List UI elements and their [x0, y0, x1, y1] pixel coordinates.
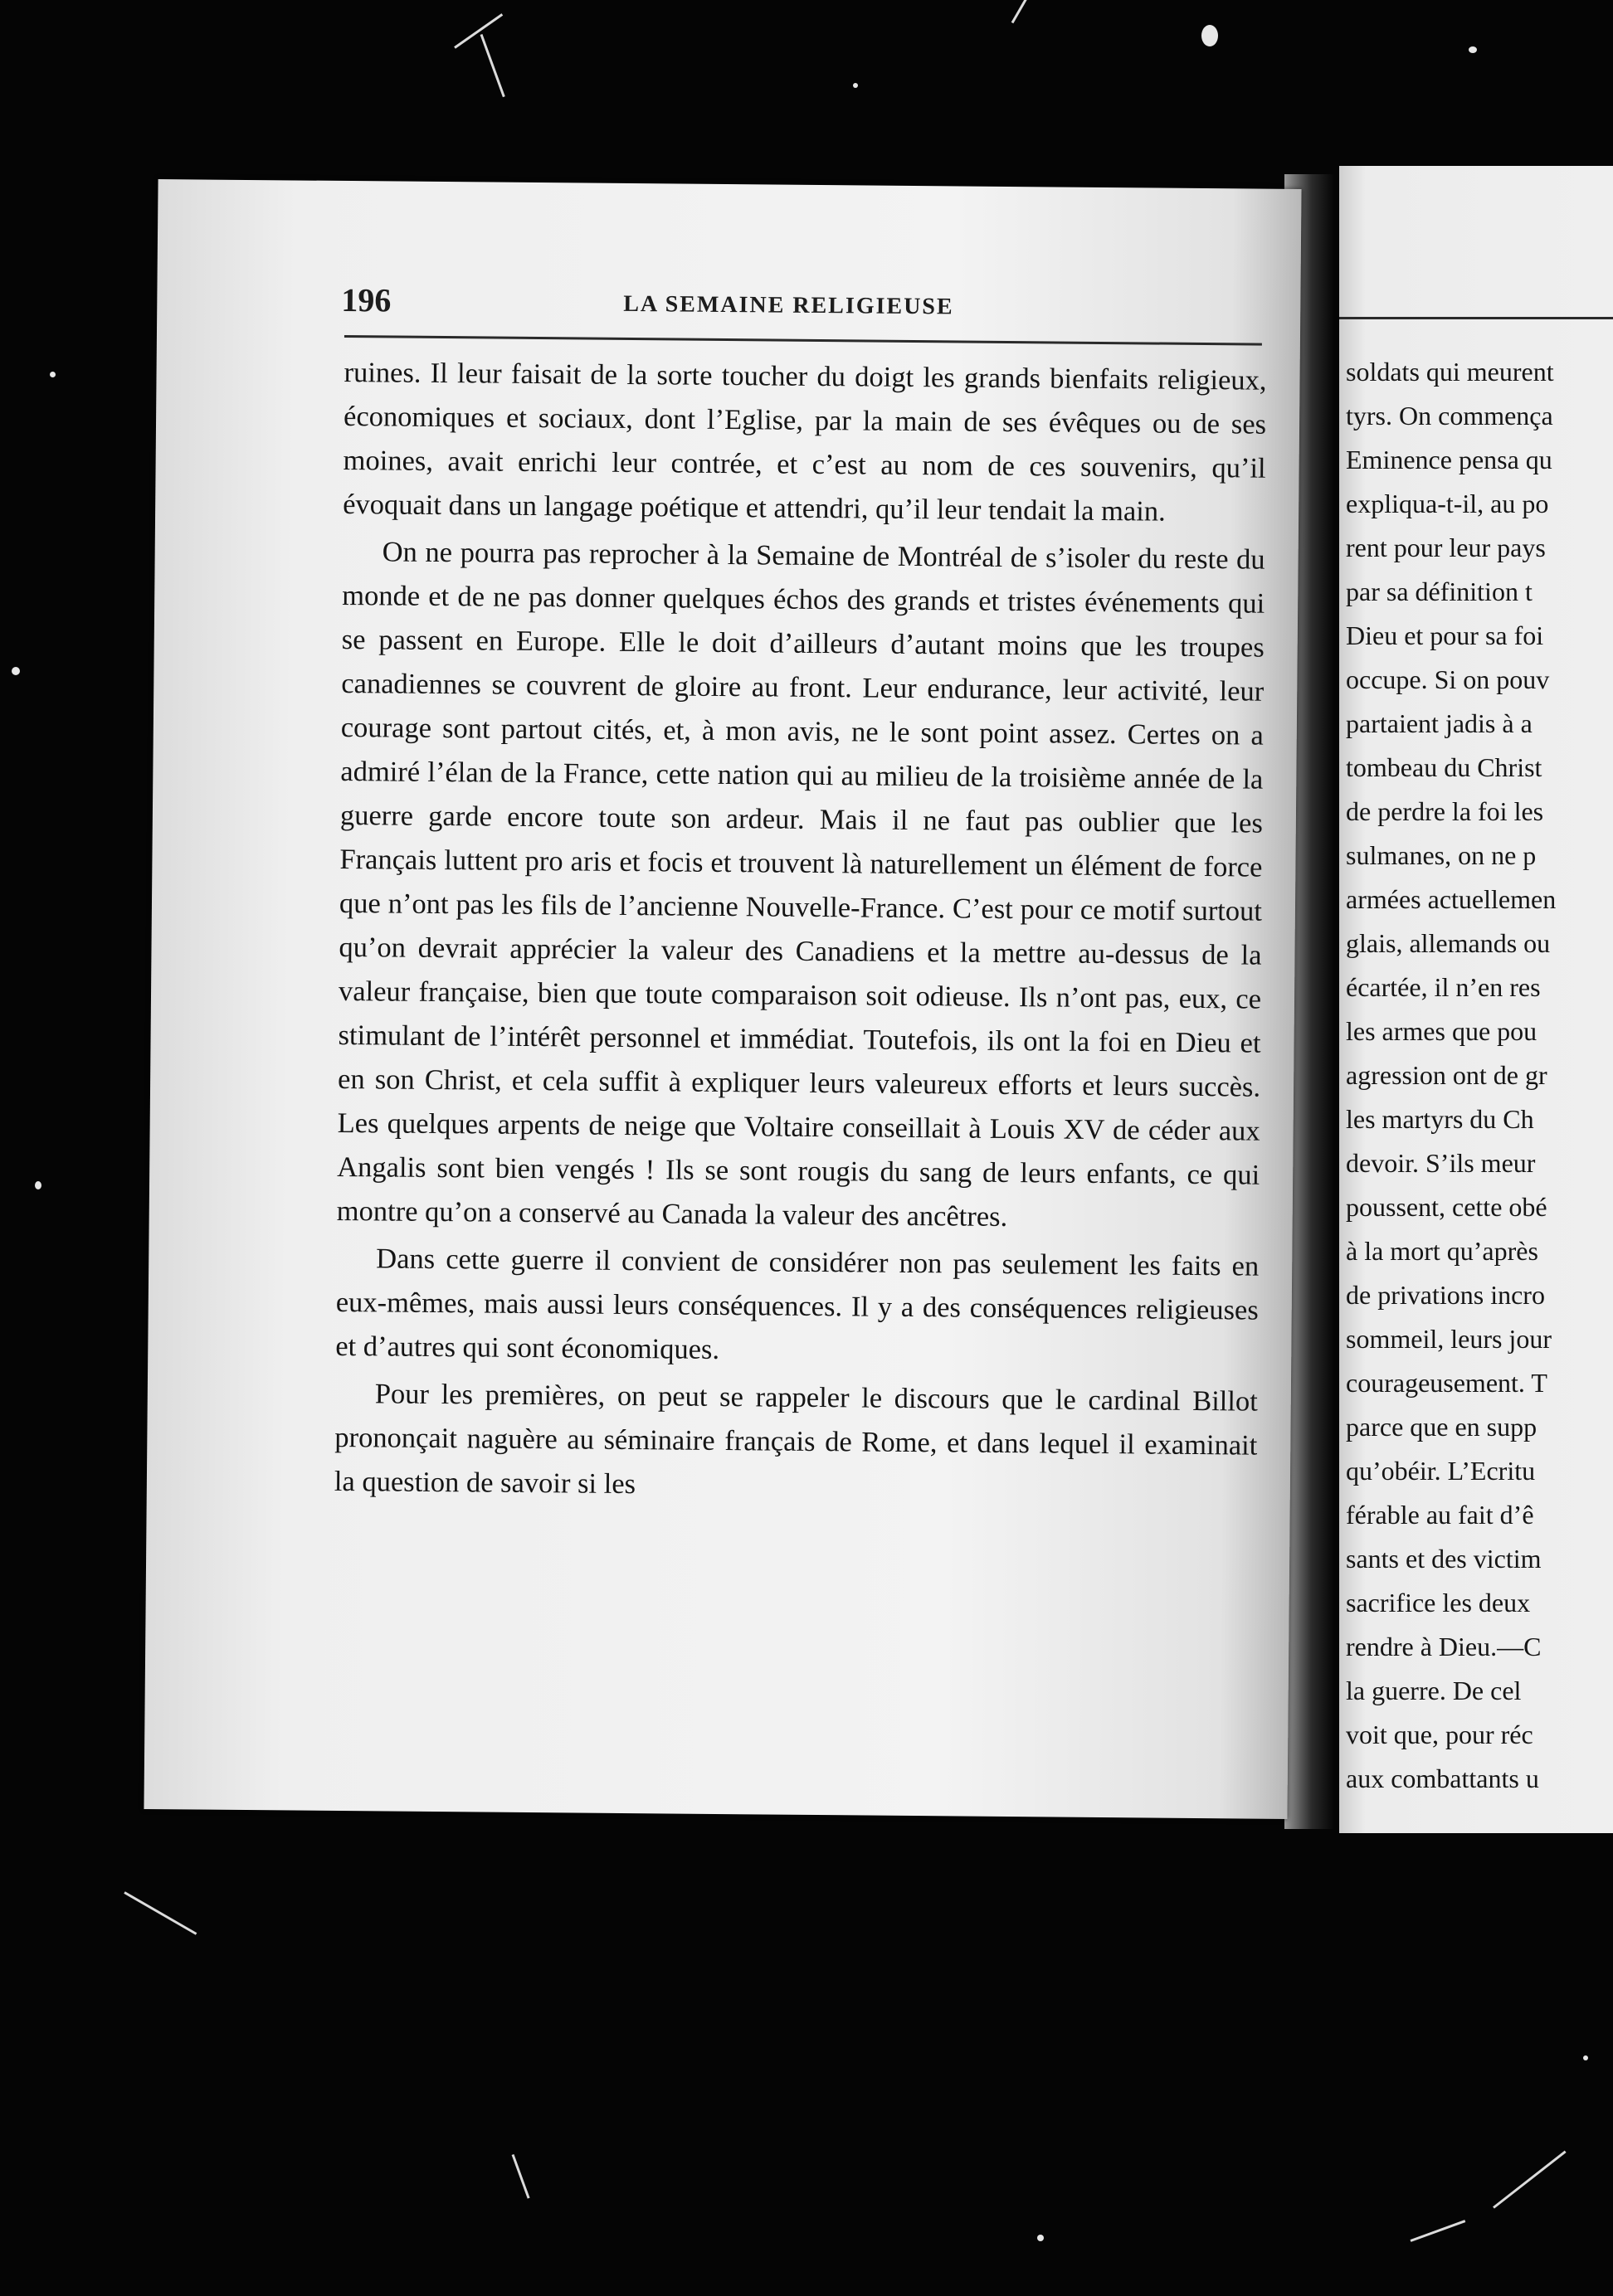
text-line: courageusement. T [1346, 1368, 1547, 1398]
text-line: de perdre la foi les [1346, 796, 1544, 826]
text-line: Eminence pensa qu [1346, 445, 1552, 474]
text-line: les martyrs du Ch [1346, 1104, 1534, 1134]
text-line: aux combattants u [1346, 1763, 1539, 1793]
text-line: soldats qui meurent [1346, 357, 1554, 387]
header-rule [344, 335, 1262, 346]
left-page [144, 179, 1301, 1819]
film-scratch [1410, 2220, 1465, 2242]
running-head [341, 280, 1262, 330]
right-page-text [1346, 350, 1613, 1801]
text-line: qu’obéir. L’Ecritu [1346, 1456, 1536, 1486]
text-line: par sa définition t [1346, 576, 1533, 606]
dust-speck [1469, 46, 1477, 53]
film-scratch [124, 1891, 197, 1935]
dust-speck [1201, 25, 1218, 46]
text-line: rendre à Dieu.—C [1346, 1632, 1542, 1661]
film-scratch [1493, 2151, 1567, 2209]
text-line: sulmanes, on ne p [1346, 840, 1537, 870]
text-line: sacrifice les deux [1346, 1588, 1531, 1617]
text-line: devoir. S’ils meur [1346, 1148, 1536, 1178]
text-line: expliqua-t-il, au po [1346, 489, 1549, 518]
text-line: agression ont de gr [1346, 1060, 1547, 1090]
dust-speck [1037, 2235, 1044, 2241]
dust-speck [12, 667, 20, 675]
dust-speck [853, 83, 858, 88]
text-line: la guerre. De cel [1346, 1676, 1522, 1705]
right-page [1339, 166, 1613, 1833]
text-line: parce que en supp [1346, 1412, 1537, 1442]
text-line: partaient jadis à a [1346, 708, 1533, 738]
text-line: sants et des victim [1346, 1544, 1542, 1574]
article-body [334, 351, 1267, 1512]
text-line: sommeil, leurs jour [1346, 1324, 1552, 1354]
text-line: glais, allemands ou [1346, 928, 1551, 958]
paragraph: Pour les premières, on peut se rappeler le discours que le cardinal Billot prononçait naguère au séminaire français de Rome, et dans lequel il examinait la question de savoir si les [334, 1378, 1258, 1501]
text-line: écartée, il n’en res [1346, 972, 1541, 1002]
film-scratch [454, 13, 503, 49]
text-line: de privations incro [1346, 1280, 1545, 1310]
text-line: les armes que pou [1346, 1016, 1537, 1046]
text-line: tyrs. On commença [1346, 401, 1553, 430]
paragraph: Dans cette guerre il convient de considérer non pas seulement les faits en eux-mêmes, mais aussi leurs conséquences. Il y a des conséquences religieuses et d’autres qui sont économiques. [335, 1243, 1260, 1365]
paragraph: On ne pourra pas reprocher à la Semaine de Montréal de s’isoler du reste du monde et de ne pas donner quelques échos des grands et tristes événements qui se passent en Europe. Elle le doit d’ailleurs d’autant moins que les troupes canadiennes se couvrent de gloire au front. Leur endurance, leur activité, leur courage sont partout cités, et, à mon avis, ne le sont point assez. Certes on a admiré l’élan de la France, cette nation qui au milieu de la troisième année de la guerre garde encore toute son ardeur. Mais il ne faut pas oublier que les Français luttent pro aris et focis et trouvent là naturellement un élément de force que n’ont pas les fils de l’ancienne Nouvelle-France. C’est pour ce motif surtout qu’on devrait apprécier la valeur des Canadiens et la mettre au-dessus de la valeur française, bien que toute comparaison soit odieuse. Ils n’ont pas, eux, ce stimulant de l’intérêt personnel et immédiat. Toutefois, ils ont la foi en Dieu et en son Christ, et cela suffit à expliquer leurs valeureux efforts et leurs succès. Les quelques arpents de neige que Voltaire conseillait à Louis XV de céder aux Angalis sont bien vengés ! Ils se sont rougis du sang de leurs enfants, ce qui montre qu’on a conservé au Canada la valeur des ancêtres. [336, 536, 1265, 1233]
dust-speck [35, 1181, 41, 1189]
journal-title: LA SEMAINE RELIGIEUSE [623, 290, 954, 320]
dust-speck [1583, 2055, 1588, 2060]
text-line: Dieu et pour sa foi [1346, 620, 1544, 650]
text-line: férable au fait d’ê [1346, 1500, 1534, 1530]
film-scratch [512, 2154, 530, 2199]
text-line: rent pour leur pays [1346, 533, 1546, 562]
film-scratch [480, 34, 505, 97]
text-line: armées actuellemen [1346, 884, 1557, 914]
text-line: occupe. Si on pouv [1346, 664, 1550, 694]
paragraph: ruines. Il leur faisait de la sorte toucher du doigt les grands bienfaits religieux, économiques et sociaux, dont l’Eglise, par la main de ses évêques ou de ses moines, avait enrichi leur contrée, et c’est au nom de ces souvenirs, qu’il évoquait dans un langage poétique et attendri, qu’il leur tendait la main. [343, 356, 1267, 528]
text-line: voit que, pour réc [1346, 1720, 1533, 1749]
dust-speck [50, 372, 56, 377]
film-scratch [1011, 0, 1037, 23]
header-rule [1339, 317, 1613, 319]
text-line: tombeau du Christ [1346, 752, 1542, 782]
page-number: 196 [341, 280, 392, 319]
text-line: à la mort qu’après [1346, 1236, 1538, 1266]
text-line: poussent, cette obé [1346, 1192, 1547, 1222]
